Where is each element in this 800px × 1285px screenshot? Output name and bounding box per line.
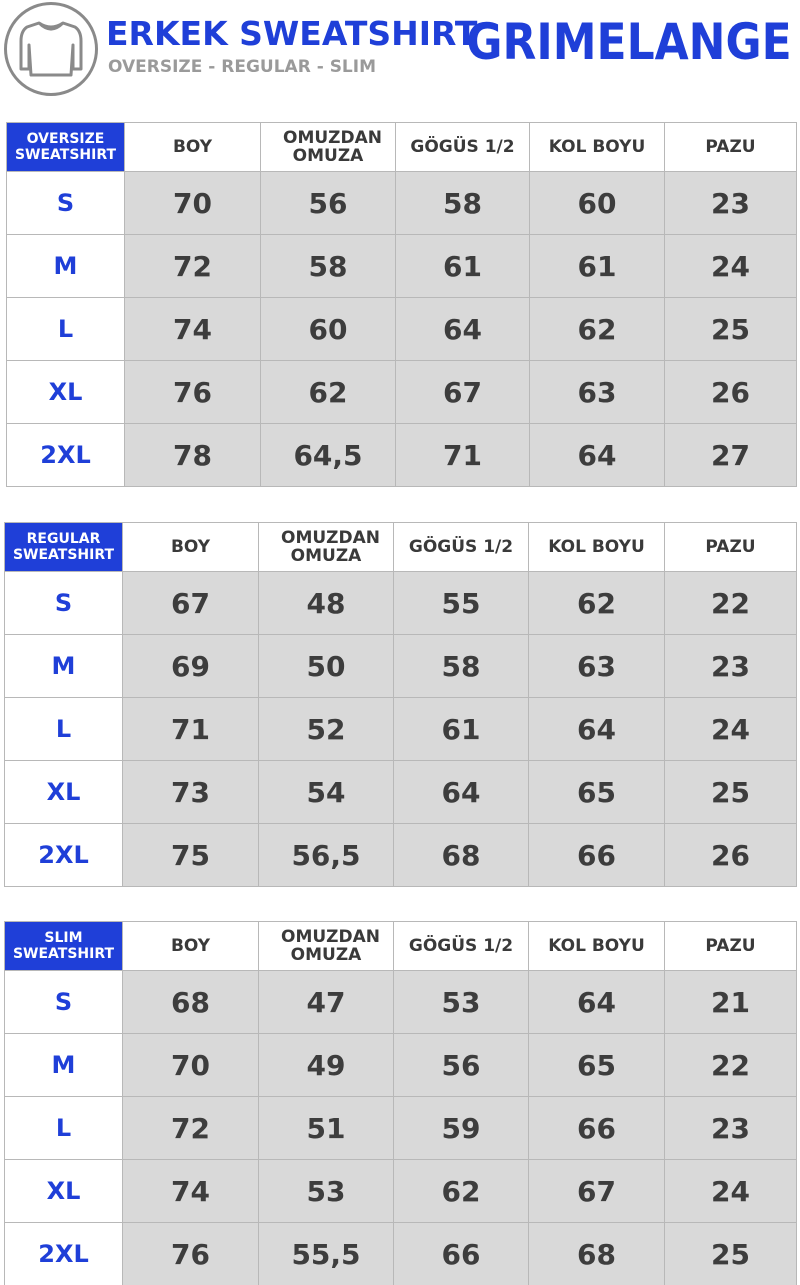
page-header — [0, 0, 800, 100]
value-cell: 66 — [394, 1223, 529, 1285]
value-cell: 51 — [259, 1097, 394, 1160]
value-cell: 53 — [259, 1160, 394, 1223]
value-cell: 69 — [123, 635, 259, 698]
table-row — [5, 1097, 797, 1160]
table-row — [7, 235, 797, 298]
column-header-omuzdan-omuza — [259, 523, 394, 572]
table-label-cell — [5, 922, 123, 971]
table-row — [5, 698, 797, 761]
table-header-row — [7, 123, 797, 172]
value-cell: 66 — [529, 824, 665, 887]
size-table-oversize — [6, 122, 797, 487]
value-cell: 64 — [529, 971, 665, 1034]
size-label: L — [5, 698, 123, 761]
value-cell: 70 — [123, 1034, 259, 1097]
value-cell: 56 — [261, 172, 396, 235]
value-cell: 25 — [665, 761, 797, 824]
column-header-pazu: PAZU — [665, 123, 797, 172]
size-label: S — [5, 971, 123, 1034]
value-cell: 63 — [530, 361, 665, 424]
size-label: S — [5, 572, 123, 635]
column-header-boy: BOY — [125, 123, 261, 172]
column-header-gogus: GÖGÜS 1/2 — [396, 123, 530, 172]
column-header-label: OMUZDAN OMUZA — [281, 528, 380, 566]
value-cell: 25 — [665, 298, 797, 361]
value-cell: 58 — [396, 172, 530, 235]
table-label-line: REGULAR — [26, 531, 101, 547]
table-row — [5, 1034, 797, 1097]
value-cell: 58 — [394, 635, 529, 698]
size-label: L — [5, 1097, 123, 1160]
table-label-line: SLIM — [44, 930, 83, 946]
column-header-omuzdan-omuza — [261, 123, 396, 172]
value-cell: 74 — [125, 298, 261, 361]
column-header-boy: BOY — [123, 523, 259, 572]
value-cell: 64 — [529, 698, 665, 761]
size-label: XL — [5, 761, 123, 824]
value-cell: 60 — [530, 172, 665, 235]
table-row — [5, 572, 797, 635]
size-table-regular — [4, 522, 797, 887]
table-header-row — [5, 922, 797, 971]
value-cell: 26 — [665, 361, 797, 424]
value-cell: 70 — [125, 172, 261, 235]
table-row — [5, 971, 797, 1034]
value-cell: 22 — [665, 1034, 797, 1097]
table-header-row — [5, 523, 797, 572]
column-header-kol-boyu: KOL BOYU — [529, 922, 665, 971]
table-row — [5, 1160, 797, 1223]
value-cell: 62 — [529, 572, 665, 635]
column-header-boy: BOY — [123, 922, 259, 971]
size-label: M — [5, 635, 123, 698]
value-cell: 76 — [125, 361, 261, 424]
table-row — [7, 298, 797, 361]
value-cell: 55,5 — [259, 1223, 394, 1285]
size-label: 2XL — [7, 424, 125, 487]
table-label-line: OVERSIZE — [26, 131, 105, 147]
size-table-slim — [4, 921, 797, 1285]
value-cell: 21 — [665, 971, 797, 1034]
table-row — [5, 761, 797, 824]
product-color-name: GRIMELANGE — [466, 13, 792, 71]
value-cell: 71 — [123, 698, 259, 761]
value-cell: 73 — [123, 761, 259, 824]
value-cell: 24 — [665, 698, 797, 761]
table-row — [7, 361, 797, 424]
value-cell: 59 — [394, 1097, 529, 1160]
size-label: XL — [5, 1160, 123, 1223]
value-cell: 67 — [529, 1160, 665, 1223]
value-cell: 49 — [259, 1034, 394, 1097]
value-cell: 71 — [396, 424, 530, 487]
value-cell: 60 — [261, 298, 396, 361]
value-cell: 25 — [665, 1223, 797, 1285]
size-label: S — [7, 172, 125, 235]
sweatshirt-icon — [17, 17, 85, 81]
value-cell: 22 — [665, 572, 797, 635]
value-cell: 64 — [530, 424, 665, 487]
value-cell: 61 — [394, 698, 529, 761]
value-cell: 55 — [394, 572, 529, 635]
value-cell: 63 — [529, 635, 665, 698]
table-row — [5, 824, 797, 887]
value-cell: 62 — [394, 1160, 529, 1223]
size-label: L — [7, 298, 125, 361]
value-cell: 76 — [123, 1223, 259, 1285]
value-cell: 61 — [396, 235, 530, 298]
value-cell: 62 — [261, 361, 396, 424]
column-header-omuzdan-omuza — [259, 922, 394, 971]
page-title: ERKEK SWEATSHIRT — [106, 14, 478, 53]
value-cell: 72 — [125, 235, 261, 298]
value-cell: 23 — [665, 172, 797, 235]
value-cell: 26 — [665, 824, 797, 887]
value-cell: 62 — [530, 298, 665, 361]
column-header-pazu: PAZU — [665, 922, 797, 971]
value-cell: 53 — [394, 971, 529, 1034]
value-cell: 74 — [123, 1160, 259, 1223]
table-label-line: SWEATSHIRT — [14, 147, 117, 163]
value-cell: 27 — [665, 424, 797, 487]
table-label-cell — [5, 523, 123, 572]
table-row — [5, 635, 797, 698]
value-cell: 75 — [123, 824, 259, 887]
column-header-gogus: GÖGÜS 1/2 — [394, 922, 529, 971]
value-cell: 64,5 — [261, 424, 396, 487]
column-header-gogus: GÖGÜS 1/2 — [394, 523, 529, 572]
column-header-label: OMUZDAN OMUZA — [283, 128, 382, 166]
table-row — [7, 424, 797, 487]
column-header-pazu: PAZU — [665, 523, 797, 572]
column-header-label: OMUZDAN OMUZA — [281, 927, 380, 965]
size-label: 2XL — [5, 1223, 123, 1285]
value-cell: 68 — [529, 1223, 665, 1285]
column-header-kol-boyu: KOL BOYU — [530, 123, 665, 172]
value-cell: 64 — [396, 298, 530, 361]
table-label-line: SWEATSHIRT — [12, 547, 115, 563]
value-cell: 78 — [125, 424, 261, 487]
value-cell: 54 — [259, 761, 394, 824]
value-cell: 68 — [394, 824, 529, 887]
value-cell: 23 — [665, 635, 797, 698]
table-label-cell — [7, 123, 125, 172]
sweatshirt-logo — [4, 2, 98, 96]
value-cell: 65 — [529, 761, 665, 824]
table-row — [7, 172, 797, 235]
value-cell: 23 — [665, 1097, 797, 1160]
value-cell: 64 — [394, 761, 529, 824]
value-cell: 58 — [261, 235, 396, 298]
value-cell: 72 — [123, 1097, 259, 1160]
size-label: 2XL — [5, 824, 123, 887]
value-cell: 48 — [259, 572, 394, 635]
value-cell: 66 — [529, 1097, 665, 1160]
value-cell: 56,5 — [259, 824, 394, 887]
value-cell: 52 — [259, 698, 394, 761]
page-subtitle: OVERSIZE - REGULAR - SLIM — [108, 57, 377, 77]
column-header-kol-boyu: KOL BOYU — [529, 523, 665, 572]
size-label: XL — [7, 361, 125, 424]
size-label: M — [7, 235, 125, 298]
value-cell: 50 — [259, 635, 394, 698]
table-label-line: SWEATSHIRT — [12, 946, 115, 962]
value-cell: 67 — [123, 572, 259, 635]
value-cell: 61 — [530, 235, 665, 298]
size-label: M — [5, 1034, 123, 1097]
value-cell: 47 — [259, 971, 394, 1034]
value-cell: 56 — [394, 1034, 529, 1097]
value-cell: 67 — [396, 361, 530, 424]
value-cell: 24 — [665, 1160, 797, 1223]
table-row — [5, 1223, 797, 1285]
value-cell: 24 — [665, 235, 797, 298]
value-cell: 68 — [123, 971, 259, 1034]
value-cell: 65 — [529, 1034, 665, 1097]
